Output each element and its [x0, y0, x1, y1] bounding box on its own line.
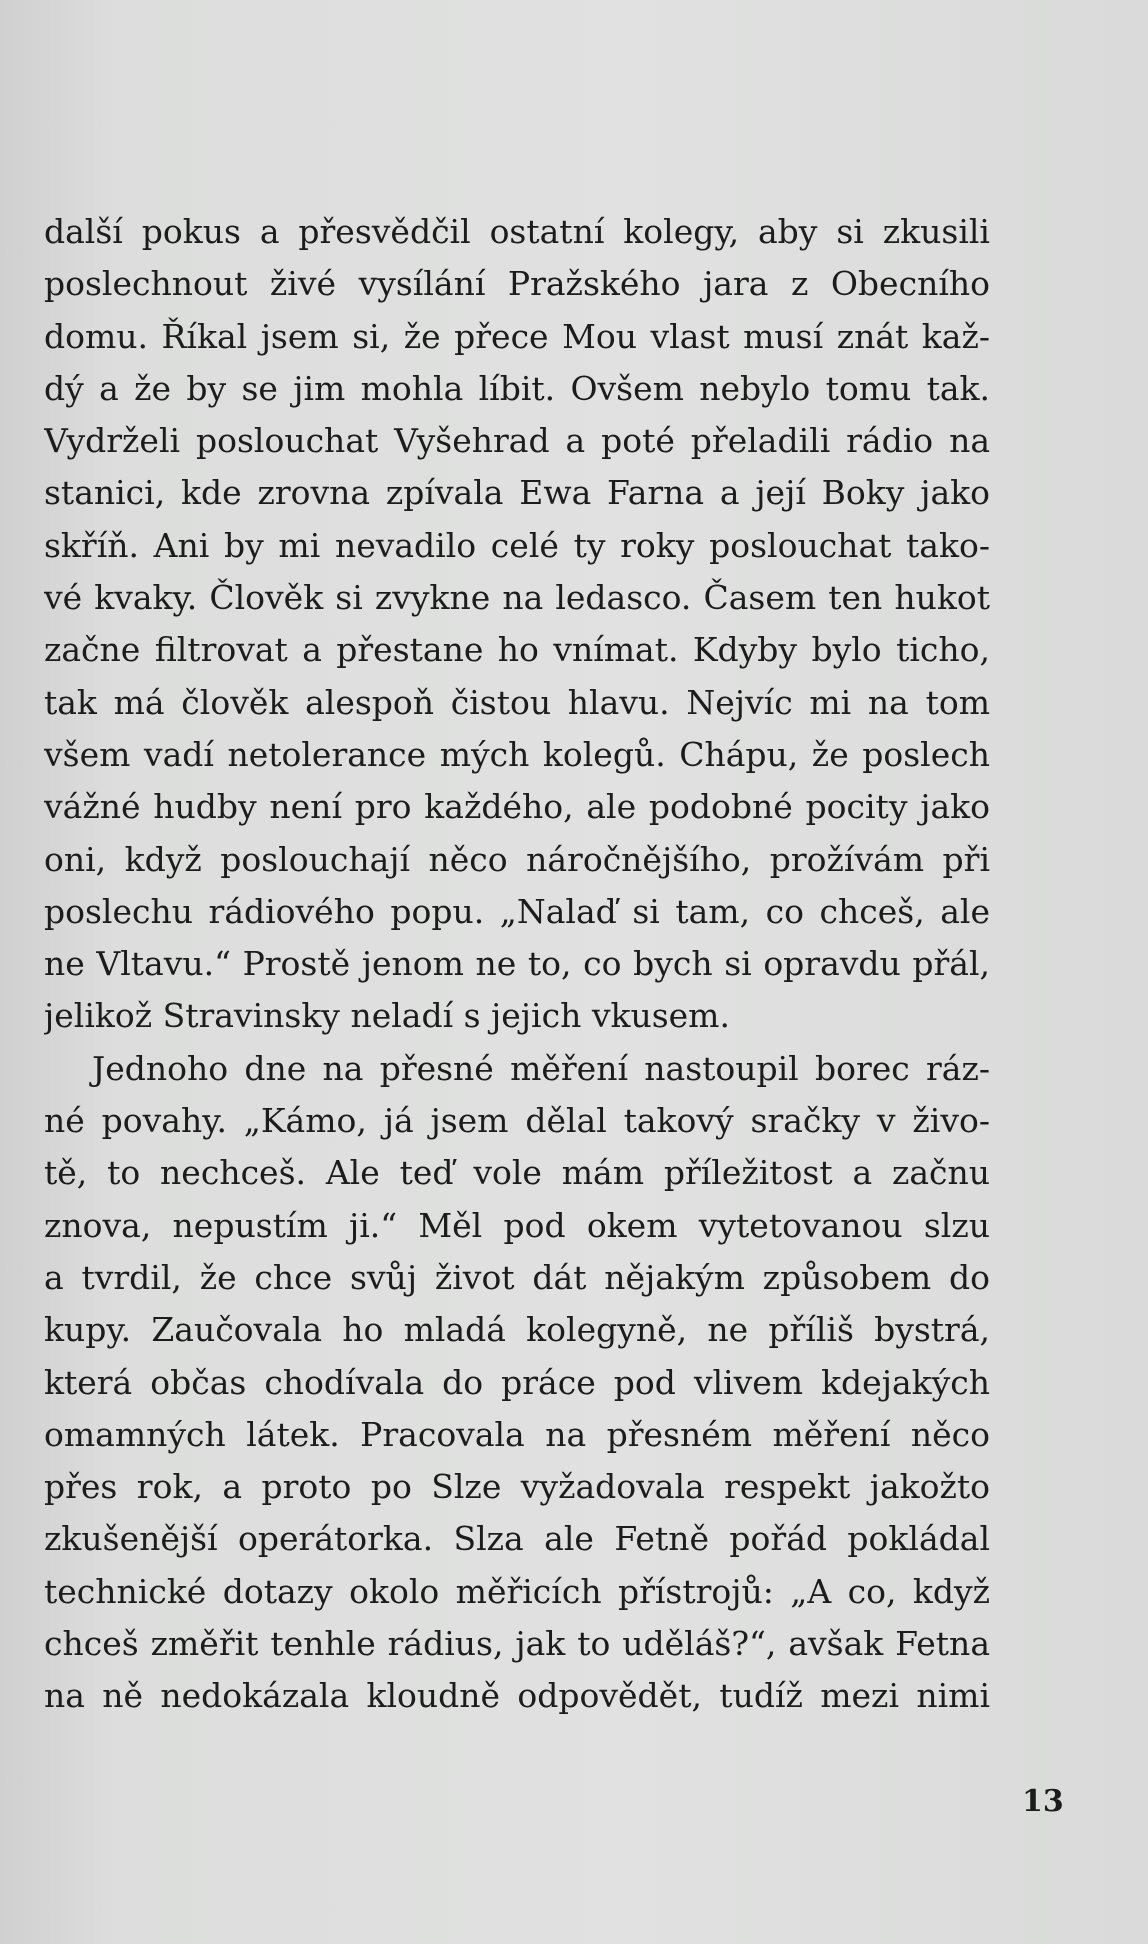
text-line: ne Vltavu.“ Prostě jenom ne to, co bych si opravdu přál,	[44, 944, 990, 984]
text-line: na ně nedokázala kloudně odpovědět, tudíž mezi nimi	[44, 1676, 990, 1716]
text-line: a tvrdil, že chce svůj život dát nějakým způsobem do	[44, 1257, 990, 1297]
text-line: všem vadí netolerance mých kolegů. Chápu, že poslech	[44, 734, 990, 774]
paragraph-2	[44, 1043, 990, 1723]
text-line: domu. Říkal jsem si, že přece Mou vlast musí znát kaž-	[44, 316, 990, 356]
page-number: 13	[1022, 1784, 1064, 1819]
text-line: tak má člověk alespoň čistou hlavu. Nejvíc mi na tom	[44, 682, 990, 722]
text-line: přes rok, a proto po Slze vyžadovala respekt jakožto	[44, 1467, 990, 1507]
text-line: Jednoho dne na přesné měření nastoupil borec ráz-	[92, 1048, 990, 1088]
text-line: která občas chodívala do práce pod vlivem kdejakých	[44, 1362, 990, 1402]
text-line: poslechnout živé vysílání Pražského jara z Obecního	[44, 264, 990, 304]
text-line: Vydrželi poslouchat Vyšehrad a poté přeladili rádio na	[44, 421, 990, 461]
text-line: další pokus a přesvědčil ostatní kolegy, aby si zkusili	[44, 212, 990, 251]
text-line: skříň. Ani by mi nevadilo celé ty roky poslouchat tako-	[44, 525, 990, 565]
paragraph-1	[44, 206, 990, 1043]
text-line: poslechu rádiového popu. „Nalaď si tam, co chceš, ale	[44, 891, 990, 931]
text-line: vé kvaky. Člověk si zvykne na ledasco. Časem ten hukot	[44, 578, 990, 618]
text-line: stanici, kde zrovna zpívala Ewa Farna a její Boky jako	[44, 473, 990, 513]
text-line: znova, nepustím ji.“ Měl pod okem vytetovanou slzu	[44, 1205, 990, 1245]
text-line: jelikož Stravinsky neladí s jejich vkusem.	[44, 996, 730, 1036]
text-line: kupy. Zaučovala ho mladá kolegyně, ne příliš bystrá,	[44, 1310, 990, 1350]
text-line: vážné hudby není pro každého, ale podobné pocity jako	[44, 787, 990, 827]
text-line: technické dotazy okolo měřicích přístrojů: „A co, když	[44, 1571, 990, 1611]
text-line: chceš změřit tenhle rádius, jak to uděláš?“, avšak Fetna	[44, 1624, 990, 1664]
text-line: dý a že by se jim mohla líbit. Ovšem nebylo tomu tak.	[44, 368, 990, 408]
text-line: né povahy. „Kámo, já jsem dělal takový sračky v živo-	[44, 1101, 990, 1141]
text-line: oni, když poslouchají něco náročnějšího, prožívám při	[44, 839, 990, 879]
text-line: omamných látek. Pracovala na přesném měření něco	[44, 1414, 990, 1454]
text-line: začne filtrovat a přestane ho vnímat. Kdyby bylo ticho,	[44, 630, 990, 670]
text-line: zkušenější operátorka. Slza ale Fetně pořád pokládal	[44, 1519, 990, 1559]
text-line: tě, to nechceš. Ale teď vole mám příležitost a začnu	[44, 1153, 990, 1193]
body-text	[44, 206, 990, 1723]
